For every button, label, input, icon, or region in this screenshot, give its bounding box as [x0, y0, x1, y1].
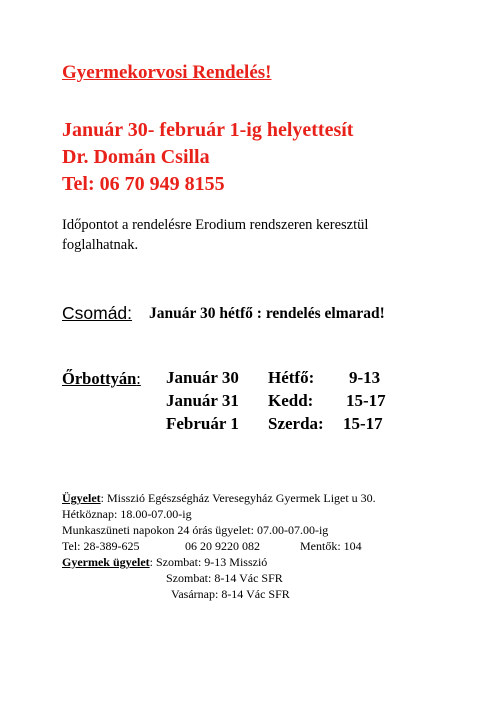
- gyermek-ugyelet-sunday: Vasárnap: 8-14 Vác SFR: [171, 587, 290, 601]
- schedule-day: Szerda:: [268, 414, 324, 433]
- orbottyan-name: Őrbottyán: [62, 369, 137, 388]
- orbottyan-label: [62, 369, 141, 389]
- csomad-notice: Január 30 hétfő : rendelés elmarad!: [149, 305, 385, 322]
- substitute-phone: Tel: 06 70 949 8155: [62, 173, 225, 195]
- gyermek-ugyelet-saturday-2: Szombat: 8-14 Vác SFR: [166, 571, 283, 585]
- weekday-hours: Hétköznap: 18.00-07.00-ig: [62, 507, 192, 521]
- schedule-date: Február 1: [166, 414, 239, 433]
- schedule-date: Január 30: [166, 368, 239, 387]
- orbottyan-colon: :: [136, 369, 141, 388]
- ugyelet-address: : Misszió Egészségház Veresegyház Gyermek Liget u 30.: [100, 491, 376, 505]
- schedule-hours: 9-13: [349, 368, 381, 387]
- ugyelet-phone: Tel: 28-389-625: [62, 539, 140, 553]
- schedule-hours: 15-17: [343, 414, 383, 433]
- ugyelet-mobile: 06 20 9220 082: [185, 539, 260, 553]
- notice-title: Gyermekorvosi Rendelés!: [62, 62, 272, 83]
- booking-info: Időpontot a rendelésre Erodium rendszeren keresztül foglalhatnak.: [62, 217, 369, 253]
- substitute-doctor: Dr. Domán Csilla: [62, 146, 210, 168]
- ambulance-number: Mentők: 104: [300, 539, 362, 553]
- ugyelet-line: [62, 491, 376, 506]
- csomad-label: Csomád:: [62, 303, 133, 323]
- schedule-day: Hétfő:: [268, 368, 315, 387]
- holiday-hours: Munkaszüneti napokon 24 órás ügyelet: 07.00-07.00-ig: [62, 523, 329, 537]
- schedule-date: Január 31: [166, 391, 239, 410]
- substitute-dates: Január 30- február 1-ig helyettesít: [62, 119, 354, 141]
- gyermek-ugyelet-label: Gyermek ügyelet: [62, 555, 150, 569]
- gyermek-ugyelet-line: [62, 555, 267, 570]
- schedule-day: Kedd:: [268, 391, 314, 410]
- gyermek-ugyelet-saturday-1: : Szombat: 9-13 Misszió: [149, 555, 268, 569]
- schedule-hours: 15-17: [346, 391, 386, 410]
- ugyelet-label: Ügyelet: [62, 491, 101, 505]
